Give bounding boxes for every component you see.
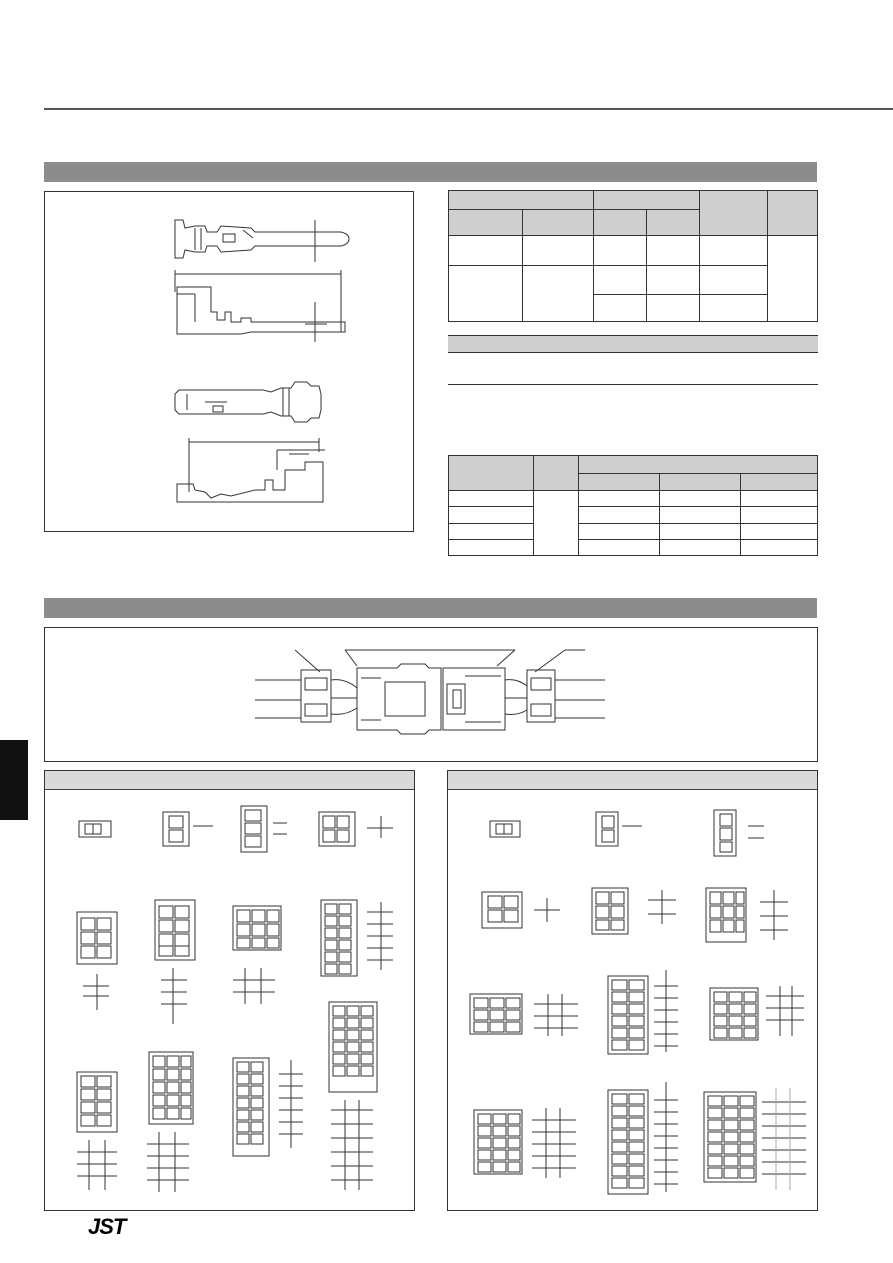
receptacle-3-circuit: [714, 810, 764, 856]
plug-4-circuit: [319, 812, 393, 846]
jst-logo: JST: [88, 1214, 126, 1239]
connection-diagram-panel: [44, 627, 818, 762]
plug-housing-layout-panel: [44, 770, 415, 1211]
plug-24-circuit: [329, 1002, 377, 1190]
side-index-tab: [0, 740, 28, 820]
plug-6-circuit: [77, 912, 117, 1010]
plug-2-circuit: [163, 812, 213, 846]
plug-8-circuit: [155, 900, 195, 1024]
applicable-wire-table: [448, 455, 818, 556]
plug-9-circuit: [233, 906, 281, 1004]
terminal-drawings: [45, 192, 415, 533]
plug-10-circuit: [77, 1072, 117, 1190]
receptacle-15-circuit: [474, 1108, 576, 1178]
receptacle-1-circuit: [490, 821, 520, 837]
top-rule: [44, 108, 893, 110]
plug-12-circuit: [321, 900, 393, 976]
mated-connector-diagram: [45, 628, 819, 763]
receptacle-4-circuit: [482, 892, 560, 928]
plug-panel-header: [45, 771, 414, 790]
receptacle-housing-drawings: [448, 790, 819, 1210]
receptacle-6-circuit: [592, 888, 676, 934]
plug-15-circuit: [147, 1052, 193, 1192]
note-table-bottom: [448, 384, 818, 385]
receptacle-panel-header: [448, 771, 817, 790]
receptacle-9-circuit: [706, 888, 788, 942]
section-band-terminals: [44, 162, 817, 182]
male-terminal-top-view: [175, 220, 349, 262]
receptacle-2-circuit: [596, 812, 642, 846]
male-terminal-side-view: [175, 270, 345, 342]
receptacle-12-circuit: [608, 970, 678, 1054]
receptacle-9b-circuit: [470, 994, 578, 1036]
plug-1-circuit: [79, 821, 111, 837]
section-band-housings: [44, 598, 817, 618]
plug-housing-drawings: [45, 790, 416, 1210]
female-terminal-side-view: [177, 438, 325, 502]
receptacle-24-circuit: [704, 1088, 806, 1190]
receptacle-housing-layout-panel: [447, 770, 818, 1211]
receptacle-18-circuit: [608, 1082, 678, 1194]
terminal-drawing-panel: [44, 191, 414, 532]
note-table-header: [448, 336, 818, 353]
terminal-spec-table: [448, 190, 818, 322]
plug-18-circuit: [233, 1058, 303, 1156]
plug-3-circuit: [241, 806, 287, 852]
receptacle-12b-circuit: [710, 986, 804, 1040]
female-terminal-top-view: [175, 382, 321, 422]
